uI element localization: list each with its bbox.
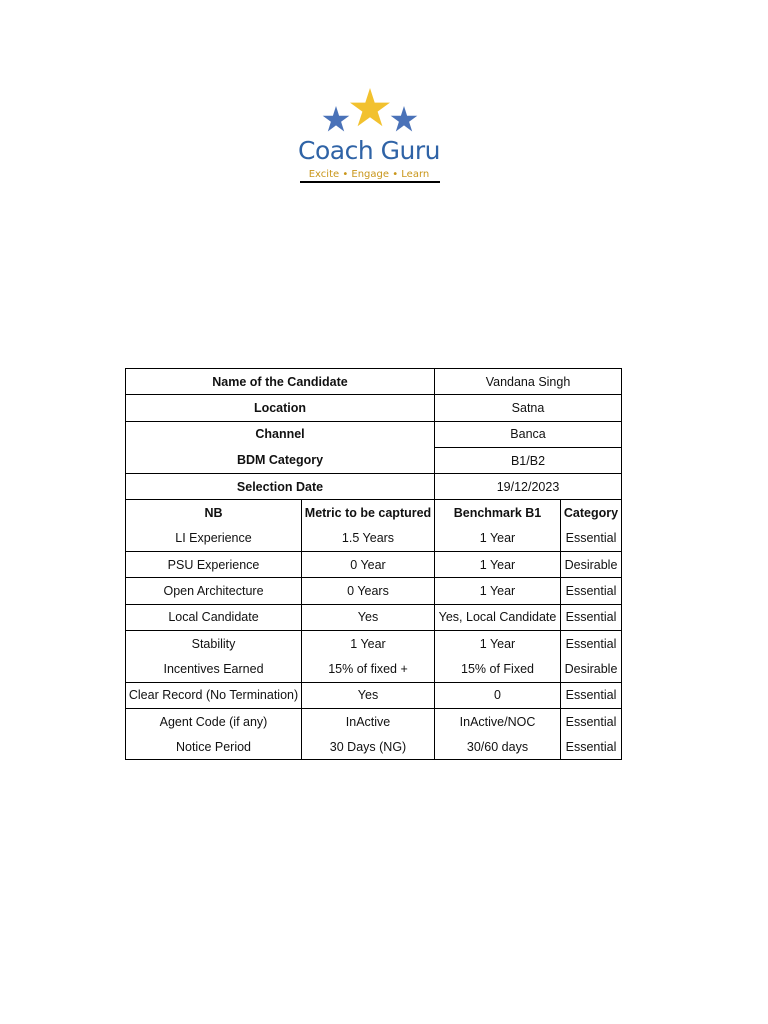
table-row — [126, 604, 622, 630]
detail-label: Channel — [126, 421, 435, 447]
benchmark-cell: 30/60 days — [435, 734, 561, 760]
nb-cell: Notice Period — [126, 734, 302, 760]
right-star-icon — [391, 106, 418, 132]
detail-label: Location — [126, 395, 435, 421]
metric-cell: 15% of fixed + — [302, 656, 435, 682]
table-row — [126, 578, 622, 604]
detail-label: Name of the Candidate — [126, 369, 435, 395]
company-logo — [296, 84, 444, 184]
metric-cell: 0 Year — [302, 552, 435, 578]
benchmark-cell: 1 Year — [435, 526, 561, 552]
category-cell: Essential — [561, 604, 622, 630]
table-row — [126, 630, 622, 656]
category-cell: Essential — [561, 578, 622, 604]
category-cell: Essential — [561, 734, 622, 760]
table-row — [126, 682, 622, 708]
detail-value: Vandana Singh — [435, 369, 622, 395]
metric-cell: InActive — [302, 708, 435, 734]
metric-cell: 30 Days (NG) — [302, 734, 435, 760]
detail-value: Satna — [435, 395, 622, 421]
metric-cell: 1 Year — [302, 630, 435, 656]
logo-underline — [300, 181, 440, 183]
benchmark-cell: 1 Year — [435, 552, 561, 578]
detail-label: BDM Category — [126, 447, 435, 473]
nb-cell: Stability — [126, 630, 302, 656]
column-header: NB — [126, 500, 302, 526]
left-star-icon — [323, 106, 350, 132]
category-cell: Essential — [561, 526, 622, 552]
category-cell: Desirable — [561, 552, 622, 578]
logo-wordmark: Coach Guru — [298, 136, 440, 165]
benchmark-cell: 15% of Fixed — [435, 656, 561, 682]
benchmark-cell: Yes, Local Candidate — [435, 604, 561, 630]
benchmark-cell: 0 — [435, 682, 561, 708]
metrics-header-row — [126, 500, 622, 526]
column-header: Benchmark B1 — [435, 500, 561, 526]
benchmark-cell: 1 Year — [435, 630, 561, 656]
metric-cell: 1.5 Years — [302, 526, 435, 552]
detail-value: 19/12/2023 — [435, 474, 622, 500]
detail-row — [126, 447, 622, 473]
detail-row — [126, 395, 622, 421]
table-row — [126, 552, 622, 578]
detail-value: B1/B2 — [435, 447, 622, 473]
category-cell: Essential — [561, 630, 622, 656]
benchmark-cell: 1 Year — [435, 578, 561, 604]
category-cell: Essential — [561, 708, 622, 734]
detail-row — [126, 474, 622, 500]
center-star-icon — [350, 88, 390, 126]
nb-cell: Local Candidate — [126, 604, 302, 630]
benchmark-cell: InActive/NOC — [435, 708, 561, 734]
nb-cell: Agent Code (if any) — [126, 708, 302, 734]
category-cell: Essential — [561, 682, 622, 708]
column-header: Metric to be captured — [302, 500, 435, 526]
column-header: Category — [561, 500, 622, 526]
table-row — [126, 656, 622, 682]
metric-cell: 0 Years — [302, 578, 435, 604]
nb-cell: Clear Record (No Termination) — [126, 682, 302, 708]
category-cell: Desirable — [561, 656, 622, 682]
three-stars-icon — [296, 84, 444, 136]
detail-row — [126, 421, 622, 447]
detail-label: Selection Date — [126, 474, 435, 500]
detail-row — [126, 369, 622, 395]
nb-cell: LI Experience — [126, 526, 302, 552]
table-row — [126, 708, 622, 734]
metric-cell: Yes — [302, 682, 435, 708]
logo-tagline: Excite • Engage • Learn — [308, 169, 430, 180]
candidate-evaluation-table — [125, 368, 622, 760]
metric-cell: Yes — [302, 604, 435, 630]
table-row — [126, 526, 622, 552]
nb-cell: PSU Experience — [126, 552, 302, 578]
table-row — [126, 734, 622, 760]
nb-cell: Open Architecture — [126, 578, 302, 604]
detail-value: Banca — [435, 421, 622, 447]
nb-cell: Incentives Earned — [126, 656, 302, 682]
